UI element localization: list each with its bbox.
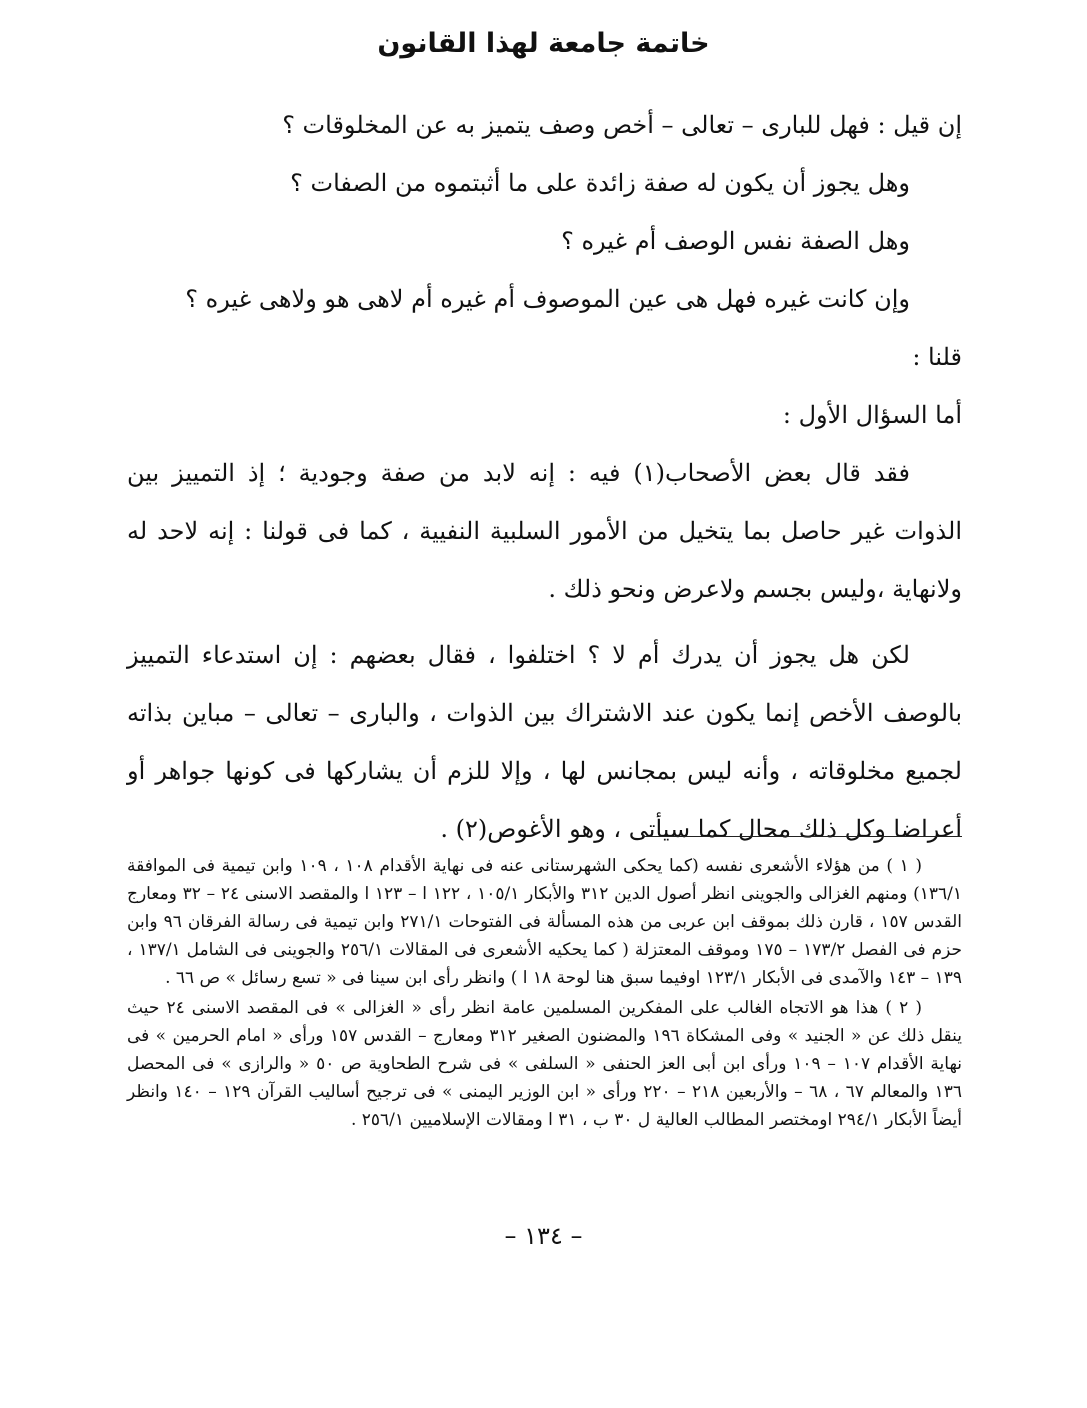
main-text [127,96,962,858]
paragraph-2: لكن هل يجوز أن يدرك أم لا ؟ اختلفوا ، فقال بعضهم : إن استدعاء التمييز بالوصف الأخص إنما يكون عند الاشتراك بين الذوات ، والبارى – تعالى – مباين بذاته لجميع مخلوقاته ، وأنه ليس بمجانس لها ، وإلا للزم أن يشاركها فى كونها جواهر أو أعراضا وكل ذلك محال كما سيأتى ، وهو الأغوص(٢) . [127,641,962,843]
question-4: وإن كانت غيره فهل هى عين الموصوف أم غيره أم لاهى هو ولاهى غيره ؟ [185,285,910,313]
question-2: وهل يجوز أن يكون له صفة زائدة على ما أثبتموه من الصفات ؟ [290,169,910,197]
paragraph-spacer [127,618,962,626]
answer-intro: قلنا : [912,343,962,371]
paragraph-1: فقد قال بعض الأصحاب(١) فيه : إنه لابد من صفة وجودية ؛ إذ التمييز بين الذوات غير حاصل بما يتخيل من الأمور السلبية النفيية ، كما فى قولنا : إنه لاحد له ولانهاية ،وليس بجسم ولاعرض ونحو ذلك . [127,459,962,603]
footnote-2: ( ٢ ) هذا هو الاتجاه الغالب على المفكرين المسلمين عامة انظر رأى « الغزالى » فى المقصد الاسنى ٢٤ حيث ينقل ذلك عن « الجنيد » وفى المشكاة ١٩٦ والمضنون الصغير ٣١٢ ومعارج – القدس ١٥٧ ورأى « امام الحرمين » فى نهاية الأقدام ١٠٧ – ١٠٩ ورأى ابن أبى العز الحنفى « السلفى » فى شرح الطحاوية ص ٥٠ « والرازى » فى المحصل ١٣٦ والمعالم ٦٧ ، ٦٨ – والأربعين ٢١٨ – ٢٢٠ ورأى « ابن الوزير اليمنى » فى ترجيح أساليب القرآن ١٢٩ – ١٤٠ وانظر أيضاً الأبكار ٢٩٤/١ اومختصر المطالب العالية ل ٣٠ ب ، ٣١ ا ومقالات الإسلاميين ٢٥٦/١ . [127,998,963,1130]
question-1: إن قيل : فهل للبارى – تعالى – أخص وصف يتميز به عن المخلوقات ؟ [282,111,962,139]
footnotes [127,852,962,1134]
question-3: وهل الصفة نفس الوصف أم غيره ؟ [561,227,910,255]
first-question-heading: أما السؤال الأول : [782,401,962,429]
page-number: – ١٣٤ – [504,1222,583,1250]
footnote-divider [642,836,962,837]
page-title: خاتمة جامعة لهذا القانون [377,28,710,59]
footnote-1: ( ١ ) من هؤلاء الأشعرى نفسه (كما يحكى الشهرستانى عنه فى نهاية الأقدام ١٠٨ ، ١٠٩ وابن تيمية فى الموافقة ١٣٦/١) ومنهم الغزالى والجوينى انظر أصول الدين ٣١٢ والأبكار ١٠٥/١ ، ١٢٢ ا – ١٢٣ ا والمقصد الاسنى ٢٤ – ٣٢ ومعارج القدس ١٥٧ ، قارن ذلك بموقف ابن عربى من هذه المسألة فى الفتوحات ٢٧١/١ وابن تيمية فى رسالة الفرقان ٩٦ وابن حزم فى الفصل ١٧٣/٢ – ١٧٥ وموقف المعتزلة ( كما يحكيه الأشعرى فى المقالات ٢٥٦/١ والجوينى فى الشامل ١٣٧/١ ، ١٣٩ – ١٤٣ والآمدى فى الأبكار ١٢٣/١ اوفيما سبق هنا لوحة ١٨ ا ) وانظر رأى ابن سينا فى « تسع رسائل » ص ٦٦ . [127,856,963,988]
